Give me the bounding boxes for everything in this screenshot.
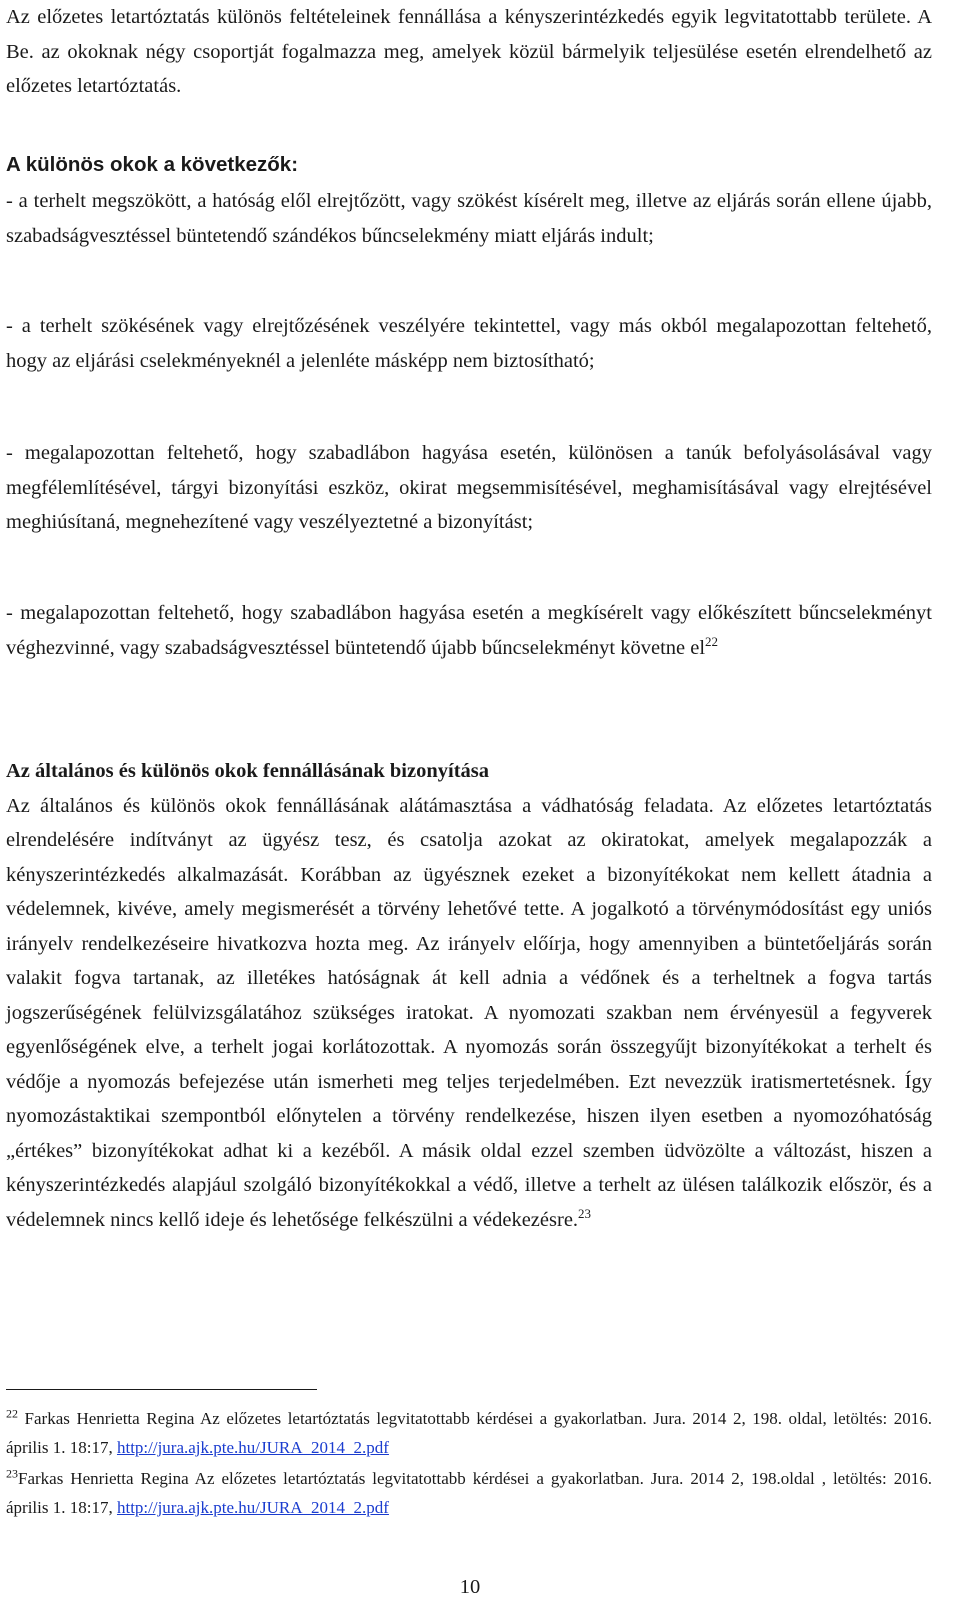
page-number: 10 xyxy=(459,1576,481,1598)
footnote-ref-22: 22 xyxy=(705,633,719,649)
reason-item-1: - a terhelt megszökött, a hatóság elől elrejtőzött, vagy szökést kísérelt meg, illetve az eljárás során ellene újabb, szabadságvesztéssel büntetendő szándékos bűncselekmény miatt eljárás indult; xyxy=(6,190,932,247)
footnote-22-number: 22 xyxy=(6,1406,18,1421)
footnote-23-number: 23 xyxy=(6,1466,18,1481)
footnote-23-link[interactable]: http://jura.ajk.pte.hu/JURA_2014_2.pdf xyxy=(116,1498,389,1517)
proof-section-text: Az általános és különös okok fennállásának alátámasztása a vádhatóság feladata. Az előzetes letartóztatás elrendelésére indítványt az ügyész tesz, és csatolja azokat az okiratokat, amelyek megalapozzák a kényszerintézkedés alkalmazását. Korábban az ügyésznek ezeket a bizonyítékokat nem kellett átadnia a védelemnek, kivéve, amely megismerését a törvény lehetővé tette. A jogalkotó a törvénymódosítást egy uniós irányelv rendelkezéseire hivatkozva hozta meg. Az irányelv előírja, hogy amennyiben a büntetőeljárás során valakit fogva tartanak, az illetékes hatóságnak át kell adnia a védőnek és a terheltnek a fogva tartás jogszerűségének felülvizsgálatához szükséges iratokat. A nyomozati szakban nem érvényesül a fegyverek egyenlőségének elve, a terhelt jogai korlátozottak. A nyomozás során összegyűjt bizonyítékokat a terhelt és védője a nyomozás befejezése után ismerheti meg teljes terjedelmében. Ezt nevezzük iratismertetésnek. Így nyomozástaktikai szempontból előnytelen a törvény rendelkezése, hiszen ilyen esetben a nyomozóhatóság „értékes” bizonyítékokat adhat ki a kezéből. A másik oldal ezzel szemben üdvözölte a változást, hiszen a kényszerintézkedés alapjául szolgáló bizonyítékokkal a védő, illetve a terhelt az ülésen találkozik először, és a védelemnek nincs kellő ideje és lehetősége felkészülni a védekezésre. xyxy=(6,794,932,1231)
reason-item-4 xyxy=(6,596,932,665)
proof-section-heading: Az általános és különös okok fennállásának bizonyítása xyxy=(6,760,490,782)
reason-item-2: - a terhelt szökésének vagy elrejtőzésének veszélyére tekintettel, vagy más okból megalapozottan feltehető, hogy az eljárási cselekményeknél a jelenléte másképp nem biztosítható; xyxy=(6,315,932,372)
reason-item-4-text: - megalapozottan feltehető, hogy szabadlábon hagyása esetén a megkísérelt vagy előkészített bűncselekményt véghezvinné, vagy szabadságvesztéssel büntetendő újabb bűncselekményt követne el xyxy=(6,602,932,659)
special-reasons-heading: A különös okok a következők: xyxy=(6,153,299,176)
footnote-ref-23: 23 xyxy=(578,1205,592,1221)
proof-section xyxy=(6,754,932,1237)
footnote-22-text: Farkas Henrietta Regina Az előzetes letartóztatás legvitatottabb kérdései a gyakorlatban. Jura. 2014 2, 198. oldal, letöltés: 2016. április 1. 18:17, xyxy=(6,1409,932,1457)
intro-paragraph: Az előzetes letartóztatás különös feltételeinek fennállása a kényszerintézkedés egyik legvitatottabb területe. A Be. az okoknak négy csoportját fogalmazza meg, amelyek közül bármelyik teljesülése esetén elrendelhető az előzetes letartóztatás. xyxy=(6,6,932,97)
reason-item-3: - megalapozottan feltehető, hogy szabadlábon hagyása esetén, különösen a tanúk befolyásolásával vagy megfélemlítésével, tárgyi bizonyítási eszköz, okirat megsemmisítésével, meghamisításával vagy elrejtésével meghiúsítaná, megnehezítené vagy veszélyeztetné a bizonyítást; xyxy=(6,442,932,533)
footnote-22-link[interactable]: http://jura.ajk.pte.hu/JURA_2014_2.pdf xyxy=(116,1438,389,1457)
footnote-23-text: Farkas Henrietta Regina Az előzetes letartóztatás legvitatottabb kérdései a gyakorlatban. Jura. 2014 2, 198.oldal , letöltés: 2016. április 1. 18:17, xyxy=(6,1469,932,1517)
footnote-22 xyxy=(6,1404,932,1462)
footnote-23 xyxy=(6,1464,932,1522)
footnote-separator xyxy=(6,1389,317,1390)
proof-section-body xyxy=(6,789,932,1238)
